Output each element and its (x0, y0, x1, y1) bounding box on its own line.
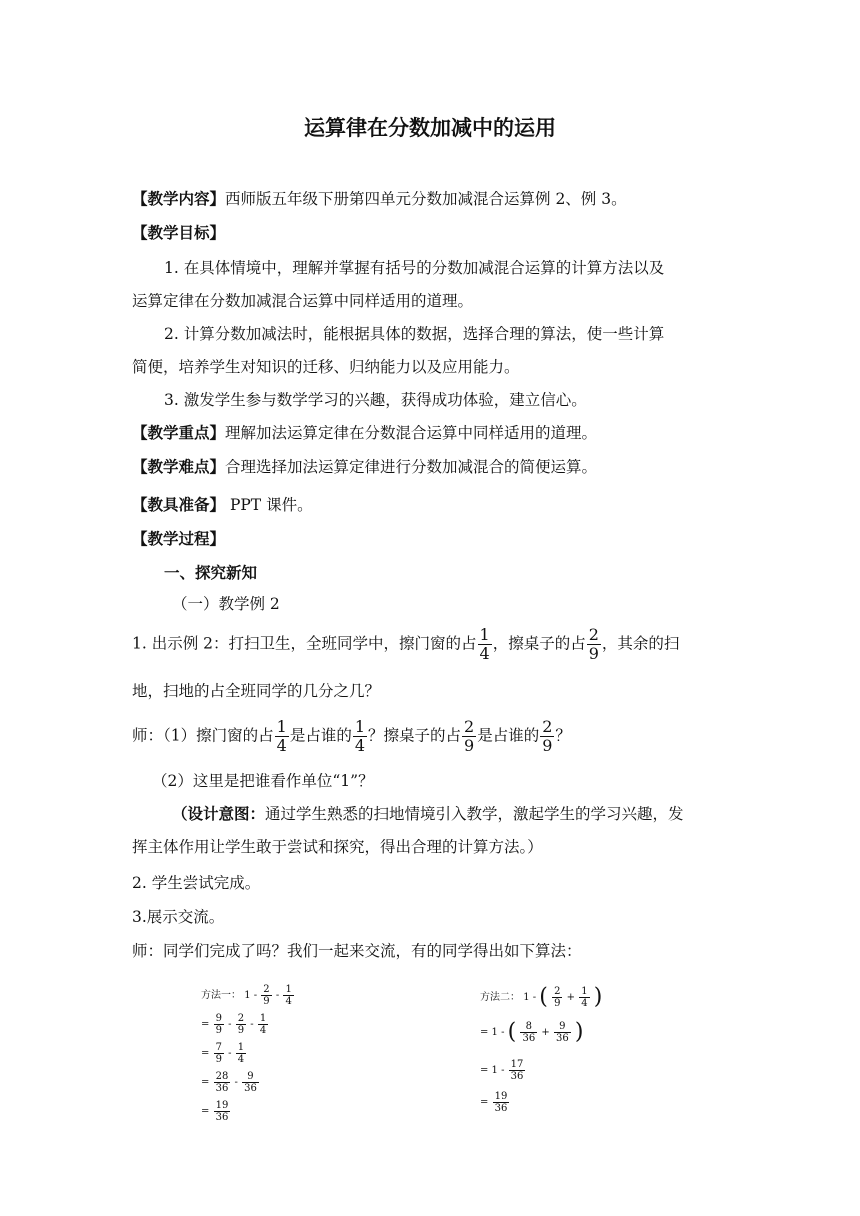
equals-sign: = (201, 1048, 210, 1059)
fraction-two-ninths (587, 626, 601, 663)
denominator: 4 (259, 1025, 267, 1036)
numerator: 19 (215, 1100, 229, 1111)
right-paren: ) (593, 984, 603, 1010)
equals-sign: = (201, 1019, 210, 1030)
goal-1-line-1: 1. 在具体情境中，理解并掌握有括号的分数加减混合运算的计算方法以及 (164, 259, 665, 277)
numerator: 1 (479, 625, 490, 644)
fraction (236, 1042, 246, 1065)
denominator: 36 (244, 1083, 257, 1094)
difficulty-label: 【教学难点】 (132, 458, 226, 476)
denominator: 36 (215, 1112, 229, 1123)
q1-text-c: ？擦桌子的占 (368, 726, 462, 745)
denominator: 9 (215, 1054, 222, 1065)
item-1-line-1 (132, 626, 679, 663)
denominator: 4 (285, 996, 292, 1007)
numerator: 9 (215, 1013, 222, 1024)
method-2-step-0 (480, 986, 602, 1009)
denominator: 4 (276, 736, 287, 755)
right-paren: ) (574, 1019, 584, 1045)
denominator: 9 (464, 736, 475, 755)
plus-sign: + (541, 1027, 550, 1038)
denominator: 9 (554, 998, 561, 1009)
numerator: 2 (588, 625, 599, 644)
numerator: 17 (510, 1059, 524, 1070)
fraction (214, 1042, 224, 1065)
minus-sign: - (228, 1019, 232, 1030)
numerator: 9 (247, 1071, 254, 1082)
denominator: 9 (237, 1025, 245, 1036)
numerator: 1 (237, 1042, 245, 1053)
q1-text-e: ？ (555, 726, 571, 745)
fraction (242, 1071, 259, 1094)
goal-3: 3. 激发学生参与数学学习的兴趣，获得成功体验，建立信心。 (164, 391, 587, 409)
q1-text-b: 是占谁的 (289, 726, 352, 745)
method-1-step-2 (201, 1042, 247, 1065)
fraction (509, 1059, 526, 1082)
key-point-label: 【教学重点】 (132, 424, 226, 442)
equals-sign: = (201, 1106, 210, 1117)
materials-label: 【教具准备】 (132, 496, 226, 514)
denominator: 36 (494, 1103, 508, 1114)
fraction (283, 984, 293, 1007)
left-paren: ( (507, 1019, 517, 1045)
method-2-lead: 1 - (523, 992, 537, 1003)
denominator: 36 (555, 1033, 569, 1044)
design-intent-line-2: 挥主体作用让学生敢于尝试和探究，得出合理的计算方法。） (132, 838, 543, 856)
numerator: 2 (554, 986, 561, 997)
denominator: 36 (522, 1033, 536, 1044)
teaching-goals-heading (132, 222, 225, 244)
item-1-text-c: ，其余的扫 (601, 634, 680, 653)
item-1-text-a: 1. 出示例 2：打扫卫生，全班同学中，擦门窗的占 (132, 634, 477, 653)
teaching-content-label: 【教学内容】 (132, 190, 226, 208)
fraction (554, 1021, 571, 1044)
goal-2-line-1: 2. 计算分数加减法时，能根据具体的数据，选择合理的算法，使一些计算 (164, 325, 665, 343)
denominator: 36 (510, 1071, 524, 1082)
method-2-lead-eq: = 1 - (480, 1065, 505, 1076)
item-1-text-b: ，擦桌子的占 (492, 634, 586, 653)
denominator: 9 (588, 644, 599, 663)
teaching-goals-label: 【教学目标】 (132, 224, 226, 242)
teacher-question-2: （2）这里是把谁看作单位“1”？ (152, 772, 374, 790)
numerator: 2 (263, 984, 270, 995)
fraction (258, 1013, 268, 1036)
method-1-label: 方法一： (201, 990, 241, 1001)
minus-sign: - (275, 990, 280, 1001)
method-2-step-1 (480, 1021, 583, 1044)
item-1-line-2: 地，扫地的占全班同学的几分之几？ (132, 682, 381, 700)
numerator: 1 (581, 986, 588, 997)
item-2: 2. 学生尝试完成。 (132, 874, 261, 892)
numerator: 7 (215, 1042, 222, 1053)
numerator: 2 (464, 717, 475, 736)
fraction-two-ninths (462, 718, 476, 755)
method-1-step-0 (201, 984, 295, 1007)
method-2-step-2 (480, 1059, 526, 1082)
materials-text: PPT 课件。 (225, 496, 313, 514)
design-intent-line-1 (172, 803, 684, 825)
goal-1-line-2: 运算定律在分数加减混合运算中同样适用的道理。 (132, 292, 474, 310)
method-1-lead: 1 - (244, 990, 258, 1001)
fraction (261, 984, 271, 1007)
key-point-text: 理解加法运算定律在分数混合运算中同样适用的道理。 (225, 424, 598, 442)
numerator: 1 (259, 1013, 267, 1024)
fraction-one-quarter (478, 626, 492, 663)
denominator: 4 (354, 736, 366, 755)
numerator: 19 (494, 1091, 508, 1102)
design-intent-label: （设计意图： (172, 805, 266, 823)
method-2-step-3 (480, 1091, 510, 1114)
denominator: 4 (581, 998, 588, 1009)
denominator: 4 (479, 644, 490, 663)
materials-line (132, 494, 313, 516)
fraction (493, 1091, 510, 1114)
denominator: 9 (215, 1025, 222, 1036)
process-label: 【教学过程】 (132, 530, 226, 548)
denominator: 4 (237, 1054, 245, 1065)
teacher-statement: 师：同学们完成了吗？我们一起来交流，有的同学得出如下算法： (132, 942, 582, 960)
teacher-question-1 (132, 718, 571, 755)
difficulty-text: 合理选择加法运算定律进行分数加减混合的简便运算。 (225, 458, 598, 476)
method-1-step-3 (201, 1071, 260, 1094)
denominator: 9 (542, 736, 553, 755)
numerator: 9 (559, 1021, 566, 1032)
equals-sign: = (201, 1077, 210, 1088)
equals-sign: = (480, 1097, 489, 1108)
fraction (214, 1071, 231, 1094)
fraction (552, 986, 562, 1009)
q1-text-d: 是占谁的 (477, 726, 540, 745)
teaching-content-text: 西师版五年级下册第四单元分数加减混合运算例 2、例 3。 (225, 190, 627, 208)
design-intent-text: 通过学生熟悉的扫地情境引入教学，激起学生的学习兴趣，发 (265, 805, 684, 823)
method-1-step-4 (201, 1100, 231, 1123)
page-title: 运算律在分数加减中的运用 (304, 116, 556, 140)
method-2-lead-eq: = 1 - (480, 1027, 505, 1038)
left-paren: ( (539, 984, 548, 1010)
section-1-heading: 一、探究新知 (164, 564, 258, 582)
numerator: 1 (276, 717, 287, 736)
teaching-content-line (132, 188, 627, 210)
minus-sign: - (228, 1048, 232, 1059)
method-2-label: 方法二： (480, 992, 520, 1003)
fraction (236, 1013, 246, 1036)
denominator: 9 (263, 996, 270, 1007)
minus-sign: - (234, 1077, 238, 1088)
difficulty-line (132, 456, 597, 478)
method-1-step-1 (201, 1013, 269, 1036)
fraction-one-quarter (275, 718, 289, 755)
numerator: 1 (285, 984, 292, 995)
fraction-one-quarter (353, 718, 367, 755)
fraction (579, 986, 589, 1009)
numerator: 2 (542, 717, 553, 736)
numerator: 8 (525, 1021, 532, 1032)
q1-text-a: 师：（1）擦门窗的占 (132, 726, 274, 745)
process-heading (132, 528, 225, 550)
plus-sign: + (566, 992, 576, 1003)
key-point-line (132, 422, 597, 444)
denominator: 36 (215, 1083, 229, 1094)
fraction (214, 1013, 224, 1036)
minus-sign: - (250, 1019, 254, 1030)
numerator: 28 (215, 1071, 229, 1082)
fraction (520, 1021, 537, 1044)
numerator: 1 (354, 717, 366, 736)
subsection-1-heading: （一）教学例 2 (172, 595, 280, 613)
fraction (214, 1100, 231, 1123)
goal-2-line-2: 简便，培养学生对知识的迁移、归纳能力以及应用能力。 (132, 358, 520, 376)
numerator: 2 (237, 1013, 245, 1024)
fraction-two-ninths (540, 718, 554, 755)
item-3: 3.展示交流。 (132, 908, 225, 926)
